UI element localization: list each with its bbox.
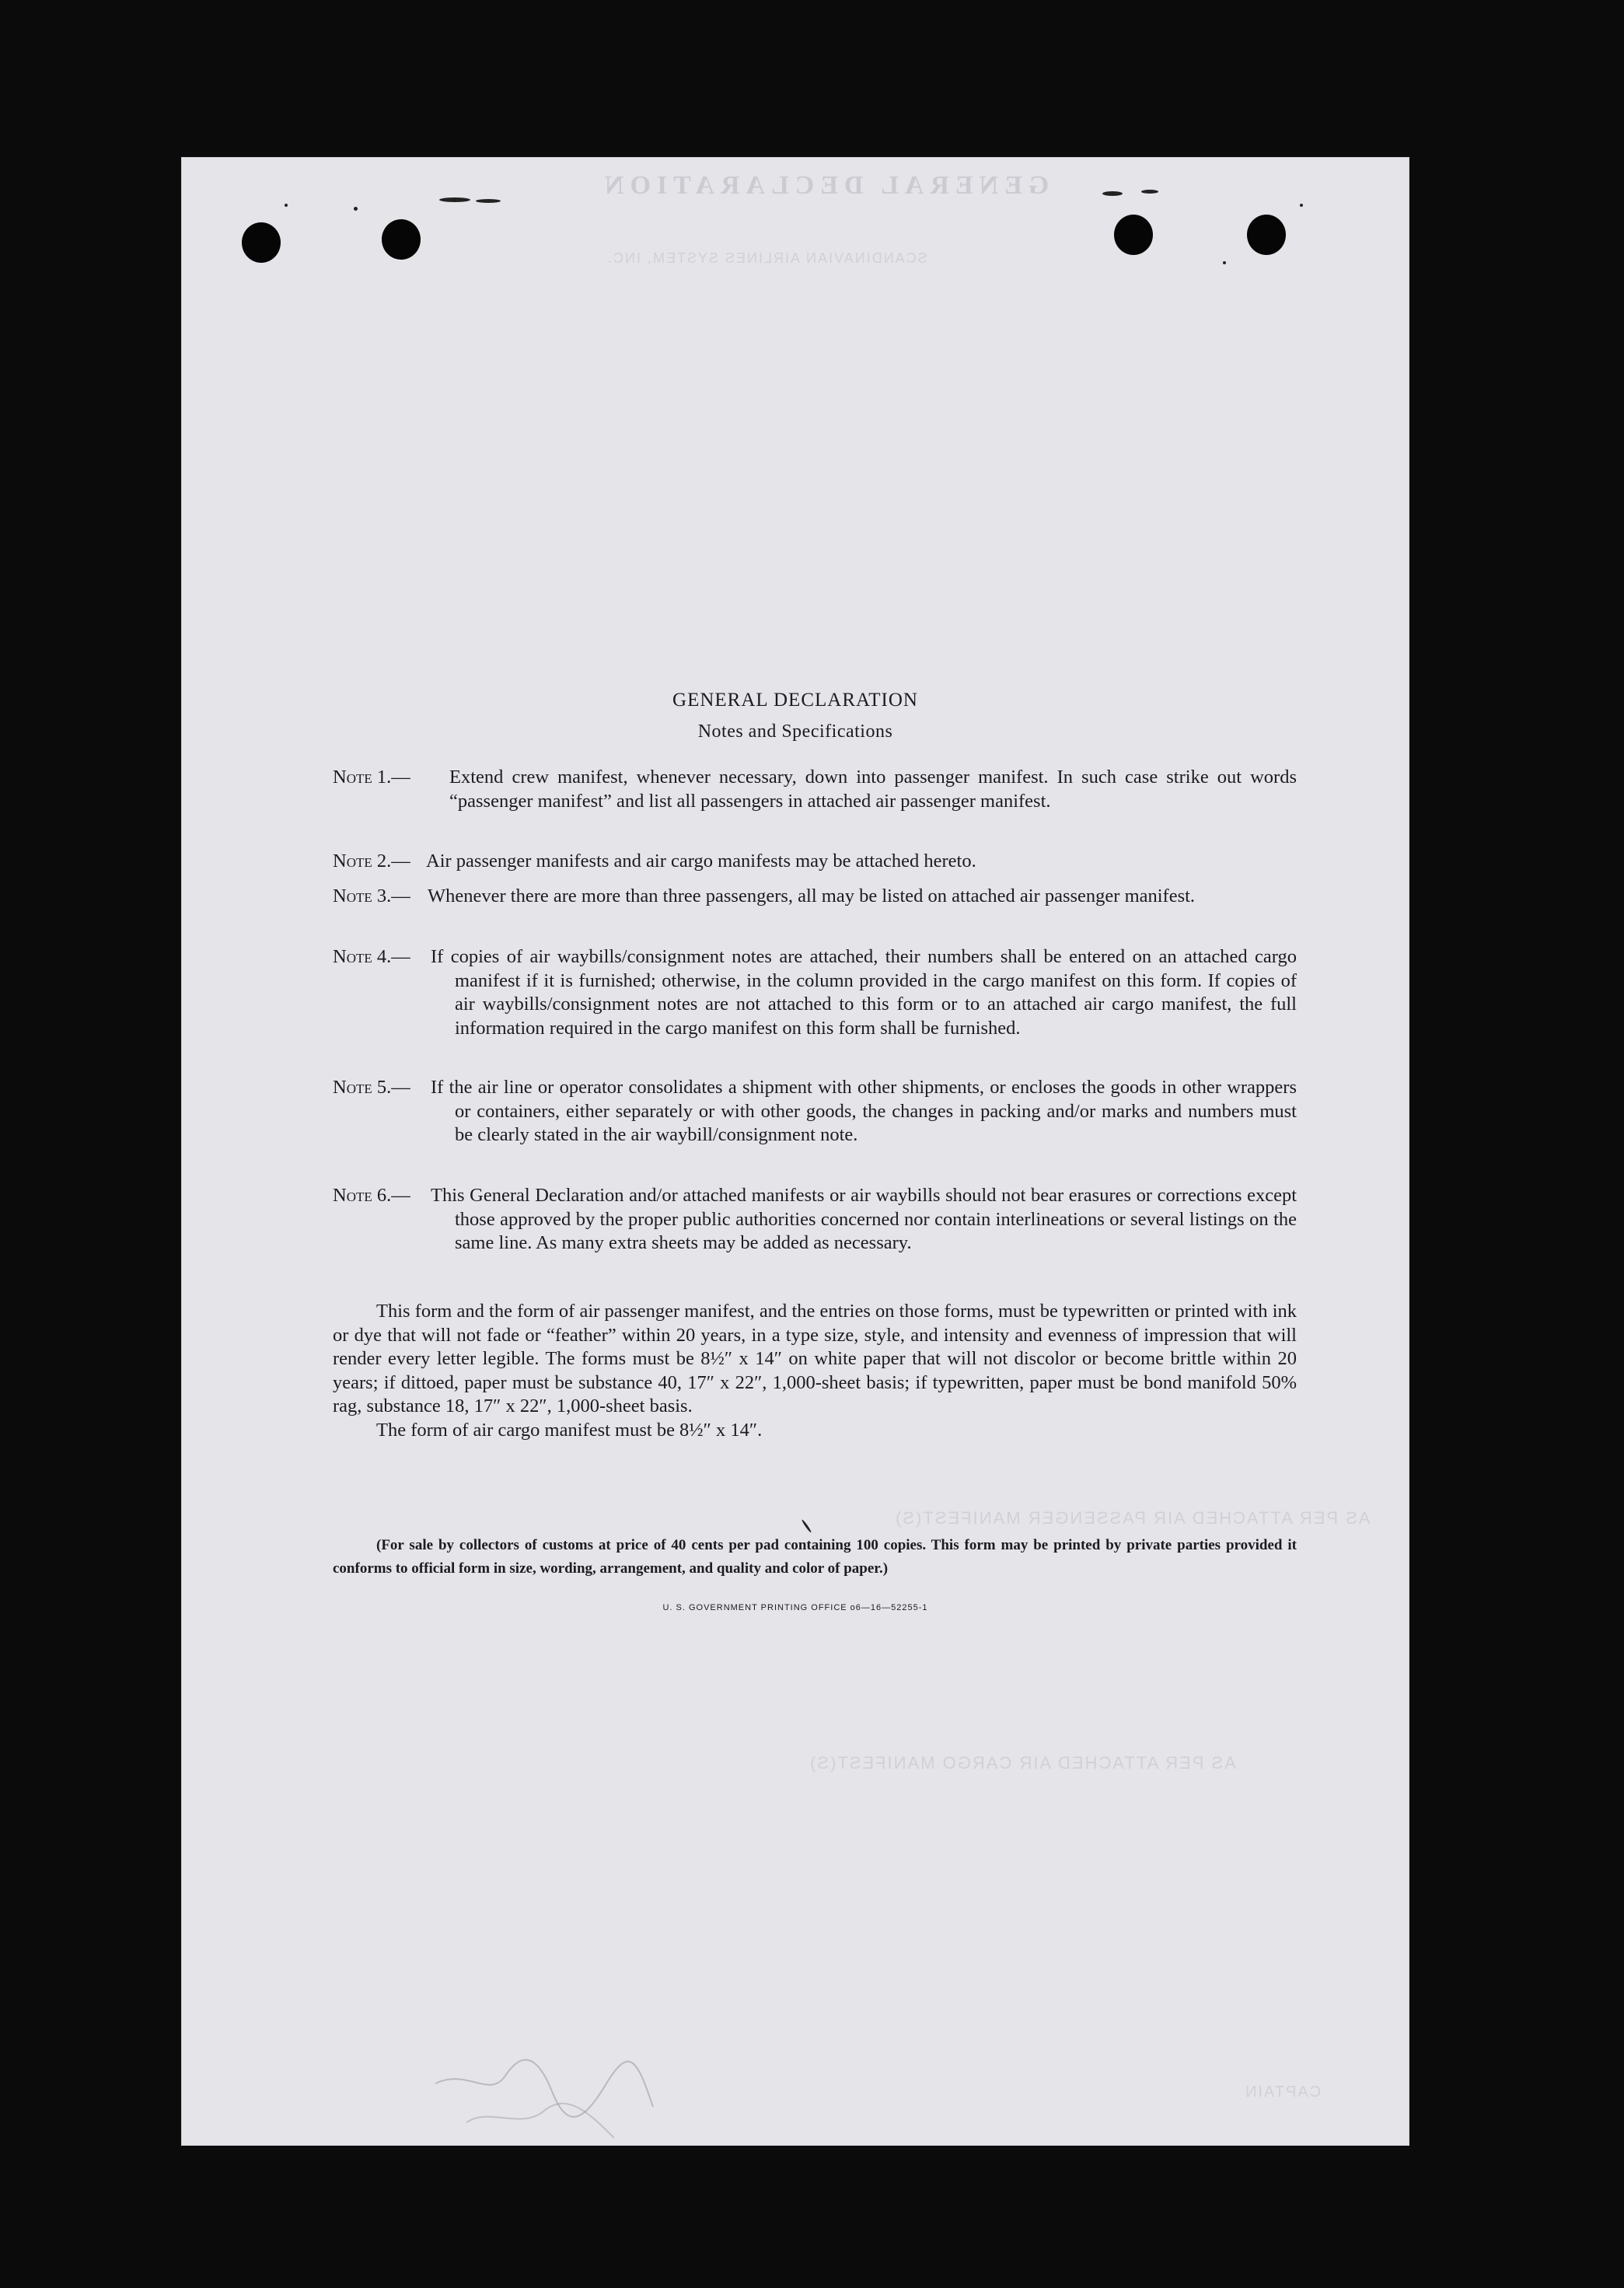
ink-speck (1141, 190, 1158, 194)
ink-speck (1300, 204, 1303, 207)
show-through-signature (420, 2037, 669, 2154)
note-6: Note 6.— This General Declaration and/or attached manifests or air waybills should not bear erasures or corrections except those approved by the proper public authorities concerned nor contain interlineations or several listings on the same line. As many extra sheets may be added as necessary. (333, 1185, 1297, 1253)
punch-hole-right-1 (1114, 215, 1153, 255)
cargo-size-text: The form of air cargo manifest must be 8½″ x 14″. (376, 1419, 763, 1441)
ink-speck (476, 199, 501, 203)
sale-notice (333, 1534, 1297, 1581)
form-subtitle: Notes and Specifications (697, 721, 893, 742)
ink-speck (1102, 191, 1123, 196)
punch-hole-left-1 (242, 222, 281, 263)
specification-text: This form and the form of air passenger manifest, and the entries on those forms, must be typewritten or printed with ink or dye that will not fade or “feather” within 20 years, in a type size, style, and intensity and evenness of impression that will render every letter legible. The forms must be 8½″ x 14″ on white paper that will not discolor or become brittle within 20 years; if dittoed, paper must be substance 40, 17″ x 22″, 1,000-sheet basis; if typewritten, paper must be bond manifold 50% rag, substance 18, 17″ x 22″, 1,000-sheet basis. (333, 1301, 1297, 1416)
ink-speck (1223, 261, 1226, 264)
note-3: Note 3.— Whenever there are more than three passengers, all may be listed on attached air passenger manifest. (333, 886, 1196, 906)
note-1: Note 1.— Extend crew manifest, whenever necessary, down into passenger manifest. In such case strike out words “passenger manifest” and list all passengers in attached air passenger manifest. (333, 767, 1297, 812)
document-page (181, 157, 1409, 2146)
ink-speck (439, 197, 470, 202)
note-4: Note 4.— If copies of air waybills/consignment notes are attached, their numbers shall be entered on an attached cargo manifest if it is furnished; otherwise, in the column provided in the cargo manifest on this form. If copies of air waybills/consignment notes are not attached to this form or to an attached air cargo manifest, the full information required in the cargo manifest on this form shall be furnished. (333, 946, 1297, 1039)
note-text: Whenever there are more than three passengers, all may be listed on attached air passenger manifest. (428, 886, 1196, 906)
paper-specification (333, 1300, 1297, 1442)
show-through-airline: SCANDINAVIAN AIRLINES SYSTEM, INC. (606, 250, 927, 266)
note-text: If copies of air waybills/consignment notes are attached, their numbers shall be entered on an attached cargo manifest if it is furnished; otherwise, in the column provided in the cargo manifest on this form. If copies of air waybills/consignment notes are not attached to this form or to an attached air cargo manifest, the full information required in the cargo manifest on this form shall be furnished. (431, 946, 1297, 1039)
note-text: This General Declaration and/or attached manifests or air waybills should not bear erasures or corrections except those approved by the proper public authorities concerned nor contain interlineations or several listings on the same line. As many extra sheets may be added as necessary. (431, 1185, 1297, 1253)
punch-hole-left-2 (382, 219, 421, 260)
sale-notice-text: (For sale by collectors of customs at price of 40 cents per pad containing 100 copies. This form may be printed by private parties provided it conforms to official form in size, wording, arrangement, and quality and color of paper.) (333, 1537, 1297, 1577)
note-5: Note 5.— If the air line or operator consolidates a shipment with other shipments, or encloses the goods in other wrappers or containers, either separately or with other goods, the changes in packing and/or marks and numbers must be clearly stated in the air waybill/consignment note. (333, 1077, 1297, 1145)
ink-speck (354, 207, 358, 211)
note-2: Note 2.— Air passenger manifests and air cargo manifests may be attached hereto. (333, 851, 976, 872)
show-through-captain: CAPTAIN (1244, 2084, 1322, 2101)
punch-hole-right-2 (1247, 215, 1286, 255)
printing-office-line: U. S. GOVERNMENT PRINTING OFFICE o6—16—52255-1 (662, 1603, 928, 1612)
note-text: Extend crew manifest, whenever necessary, down into passenger manifest. In such case strike out words “passenger manifest” and list all passengers in attached air passenger manifest. (449, 767, 1297, 812)
note-text: If the air line or operator consolidates a shipment with other shipments, or encloses the goods in other wrappers or containers, either separately or with other goods, the changes in packing and/or marks and numbers must be clearly stated in the air waybill/consignment note. (431, 1077, 1297, 1145)
note-text: Air passenger manifests and air cargo manifests may be attached hereto. (426, 851, 976, 872)
show-through-header: GENERAL DECLARATION (599, 171, 1049, 200)
show-through-cargo-stamp: AS PER ATTACHED AIR CARGO MANIFEST(S) (809, 1753, 1236, 1773)
form-title: GENERAL DECLARATION (672, 690, 918, 711)
ink-speck (285, 204, 288, 207)
show-through-passenger-stamp: AS PER ATTACHED AIR PASSENGER MANIFEST(S) (894, 1508, 1371, 1528)
